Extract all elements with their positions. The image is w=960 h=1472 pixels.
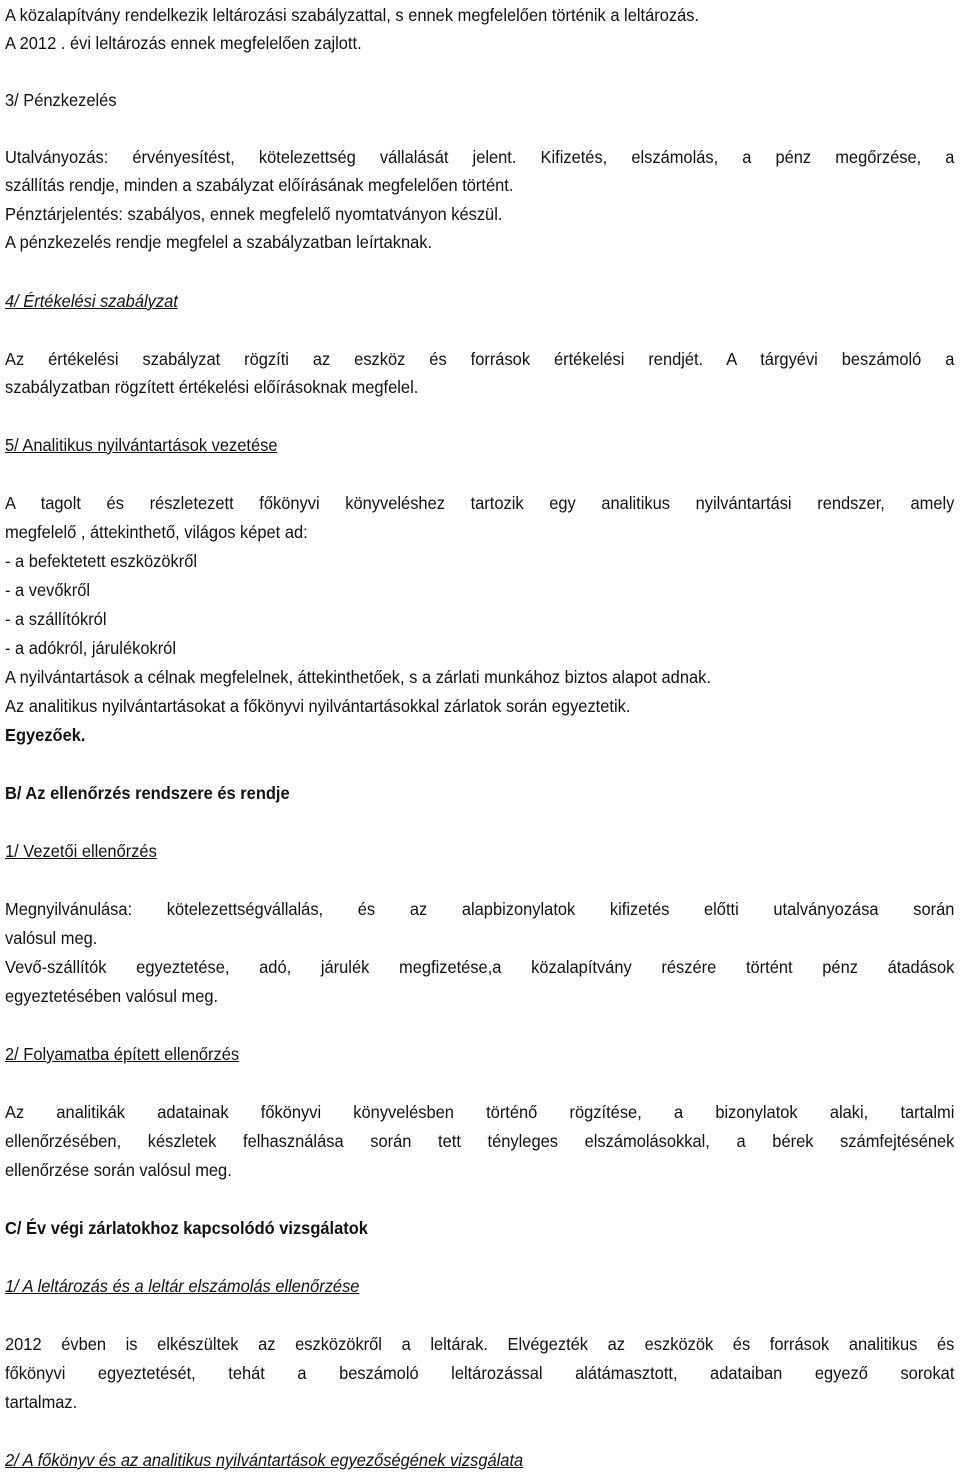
text-line: 2/ A főkönyv és az analitikus nyilvántartások egyezőségének vizsgálata: [5, 1450, 524, 1470]
text-line: egyeztetésében valósul meg.: [5, 986, 219, 1006]
text-line: Megnyilvánulása: kötelezettségvállalás, és az alapbizonylatok kifizetés előtti utalványozása során: [5, 899, 955, 919]
text-line: A 2012 . évi leltározás ennek megfelelően zajlott.: [5, 33, 362, 53]
text-line: 2012 évben is elkészültek az eszközökről a leltárak. Elvégezték az eszközök és források analitikus és: [5, 1334, 955, 1354]
text-line: 3/ Pénzkezelés: [5, 90, 117, 110]
text-line: Az analitikák adatainak főkönyvi könyvelésben történő rögzítése, a bizonylatok alaki, tartalmi: [5, 1102, 955, 1122]
text-line: C/ Év végi zárlatokhoz kapcsolódó vizsgálatok: [5, 1218, 368, 1238]
text-line: megfelelő , áttekinthető, világos képet ad:: [5, 522, 308, 542]
text-line: A közalapítvány rendelkezik leltározási szabályzattal, s ennek megfelelően történik a leltározás.: [5, 5, 700, 25]
text-line: 5/ Analitikus nyilvántartások vezetése: [5, 435, 278, 455]
text-line: A pénzkezelés rendje megfelel a szabályzatban leírtaknak.: [5, 232, 433, 252]
text-line: Egyezőek.: [5, 725, 86, 745]
text-line: ellenőrzése során valósul meg.: [5, 1160, 232, 1180]
text-line: Az analitikus nyilvántartásokat a főkönyvi nyilvántartásokkal zárlatok során egyeztetik.: [5, 696, 631, 716]
text-line: tartalmaz.: [5, 1392, 78, 1412]
text-line: - a szállítókról: [5, 609, 107, 629]
text-line: Pénztárjelentés: szabályos, ennek megfelelő nyomtatványon készül.: [5, 204, 503, 224]
text-line: Vevő-szállítók egyeztetése, adó, járulék megfizetése,a közalapítvány részére történt pénz átadások: [5, 957, 955, 977]
text-line: főkönyvi egyeztetését, tehát a beszámoló leltározással alátámasztott, adataiban egyező sorokat: [5, 1363, 955, 1383]
text-line: szabályzatban rögzített értékelési előírásoknak megfelel.: [5, 377, 419, 397]
text-line: Utalványozás: érvényesítést, kötelezettség vállalását jelent. Kifizetés, elszámolás, a pénz megőrzése, a: [5, 147, 955, 167]
text-line: - a adókról, járulékokról: [5, 638, 176, 658]
text-line: A nyilvántartások a célnak megfelelnek, áttekinthetőek, s a zárlati munkához biztos alapot adnak.: [5, 667, 711, 687]
text-line: 1/ Vezetői ellenőrzés: [5, 841, 157, 861]
text-line: ellenőrzésében, készletek felhasználása során tett tényleges elszámolásokkal, a bérek számfejtésének: [5, 1131, 955, 1151]
text-line: 4/ Értékelési szabályzat: [5, 291, 178, 311]
text-line: 1/ A leltározás és a leltár elszámolás ellenőrzése: [5, 1276, 360, 1296]
text-line: valósul meg.: [5, 928, 98, 948]
text-line: szállítás rendje, minden a szabályzat előírásának megfelelően történt.: [5, 175, 514, 195]
text-line: 2/ Folyamatba épített ellenőrzés: [5, 1044, 240, 1064]
text-line: B/ Az ellenőrzés rendszere és rendje: [5, 783, 290, 803]
text-line: A tagolt és részletezett főkönyvi könyveléshez tartozik egy analitikus nyilvántartási rendszer, amely: [5, 493, 955, 513]
text-line: - a vevőkről: [5, 580, 91, 600]
text-line: - a befektetett eszközökről: [5, 551, 198, 571]
text-line: Az értékelési szabályzat rögzíti az eszköz és források értékelési rendjét. A tárgyévi beszámoló a: [5, 349, 955, 369]
